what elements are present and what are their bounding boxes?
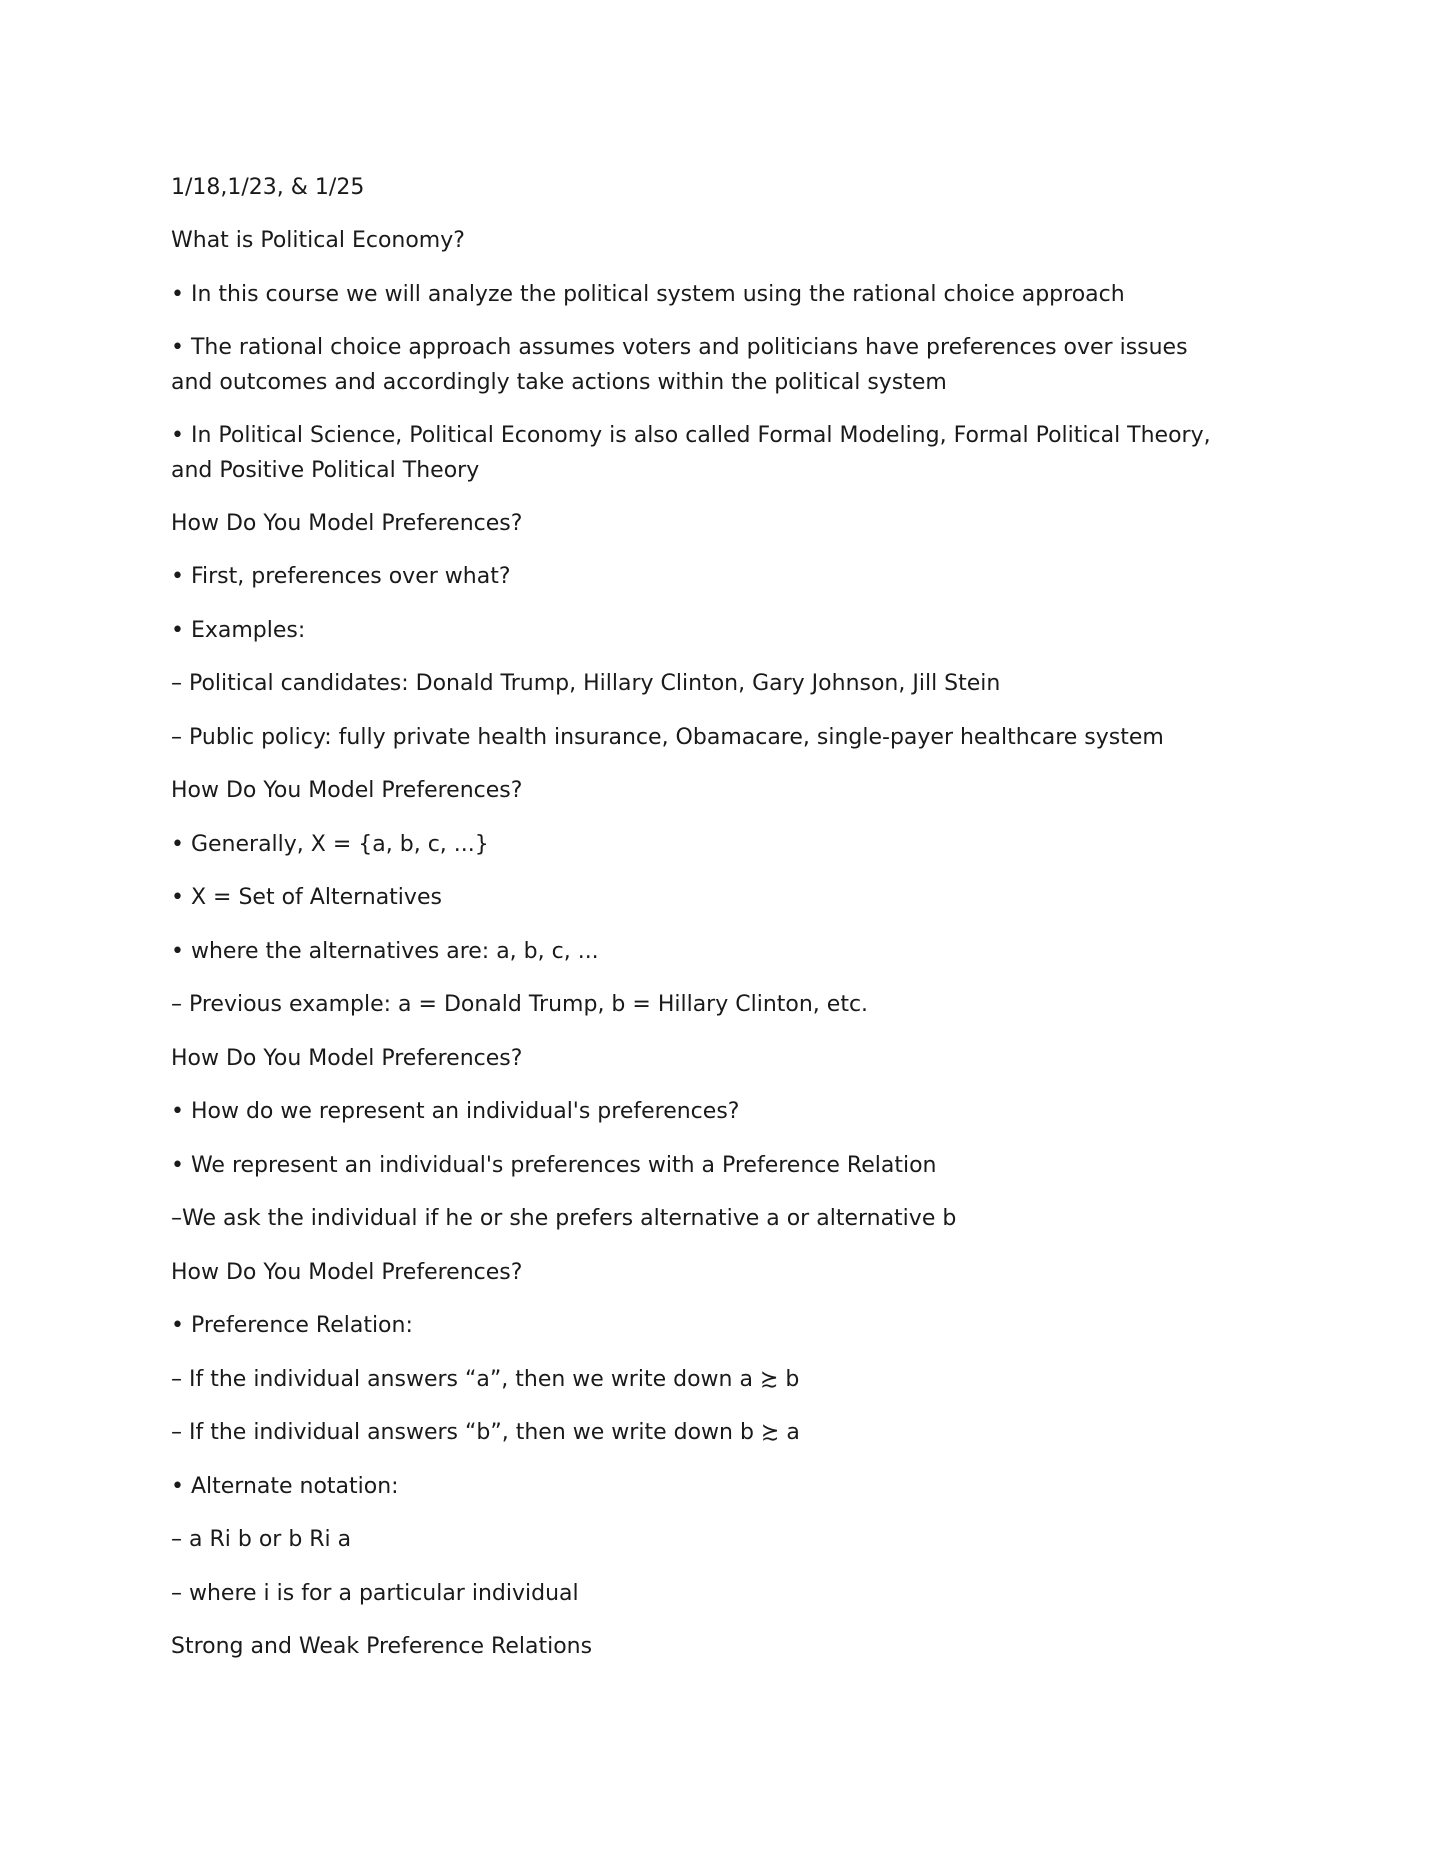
document-date: 1/18,1/23, & 1/25 bbox=[171, 175, 365, 200]
section-heading: How Do You Model Preferences? bbox=[171, 511, 523, 536]
sub-item: –We ask the individual if he or she prefers alternative a or alternative b bbox=[171, 1206, 957, 1231]
bullet-item: • where the alternatives are: a, b, c, ... bbox=[171, 939, 599, 964]
bullet-item: • The rational choice approach assumes voters and politicians have preferences over issues and outcomes and accordingly take actions within the political system bbox=[171, 335, 1188, 395]
sub-item: – a Ri b or b Ri a bbox=[171, 1527, 352, 1552]
bullet-item: • Alternate notation: bbox=[171, 1474, 399, 1499]
sub-item: – where i is for a particular individual bbox=[171, 1581, 579, 1606]
sub-item: – If the individual answers “b”, then we write down b ≿ a bbox=[171, 1420, 800, 1445]
bullet-item: • In this course we will analyze the political system using the rational choice approach bbox=[171, 282, 1125, 307]
section-heading: What is Political Economy? bbox=[171, 228, 465, 253]
bullet-item: • Preference Relation: bbox=[171, 1313, 413, 1338]
section-heading: How Do You Model Preferences? bbox=[171, 1260, 523, 1285]
sub-item: – Public policy: fully private health insurance, Obamacare, single-payer healthcare system bbox=[171, 725, 1164, 750]
section-heading: How Do You Model Preferences? bbox=[171, 1046, 523, 1071]
bullet-item: • Generally, X = {a, b, c, ...} bbox=[171, 832, 489, 857]
bullet-item: • Examples: bbox=[171, 618, 306, 643]
bullet-item: • X = Set of Alternatives bbox=[171, 885, 442, 910]
sub-item: – Political candidates: Donald Trump, Hillary Clinton, Gary Johnson, Jill Stein bbox=[171, 671, 1001, 696]
bullet-item: • How do we represent an individual's preferences? bbox=[171, 1099, 740, 1124]
section-heading: How Do You Model Preferences? bbox=[171, 778, 523, 803]
bullet-item: • First, preferences over what? bbox=[171, 564, 511, 589]
sub-item: – Previous example: a = Donald Trump, b = Hillary Clinton, etc. bbox=[171, 992, 869, 1017]
sub-item: – If the individual answers “a”, then we write down a ≿ b bbox=[171, 1367, 800, 1392]
section-heading: Strong and Weak Preference Relations bbox=[171, 1634, 593, 1659]
bullet-item: • In Political Science, Political Economy is also called Formal Modeling, Formal Political Theory, and Positive Political Theory bbox=[171, 423, 1211, 483]
bullet-item: • We represent an individual's preferences with a Preference Relation bbox=[171, 1153, 937, 1178]
